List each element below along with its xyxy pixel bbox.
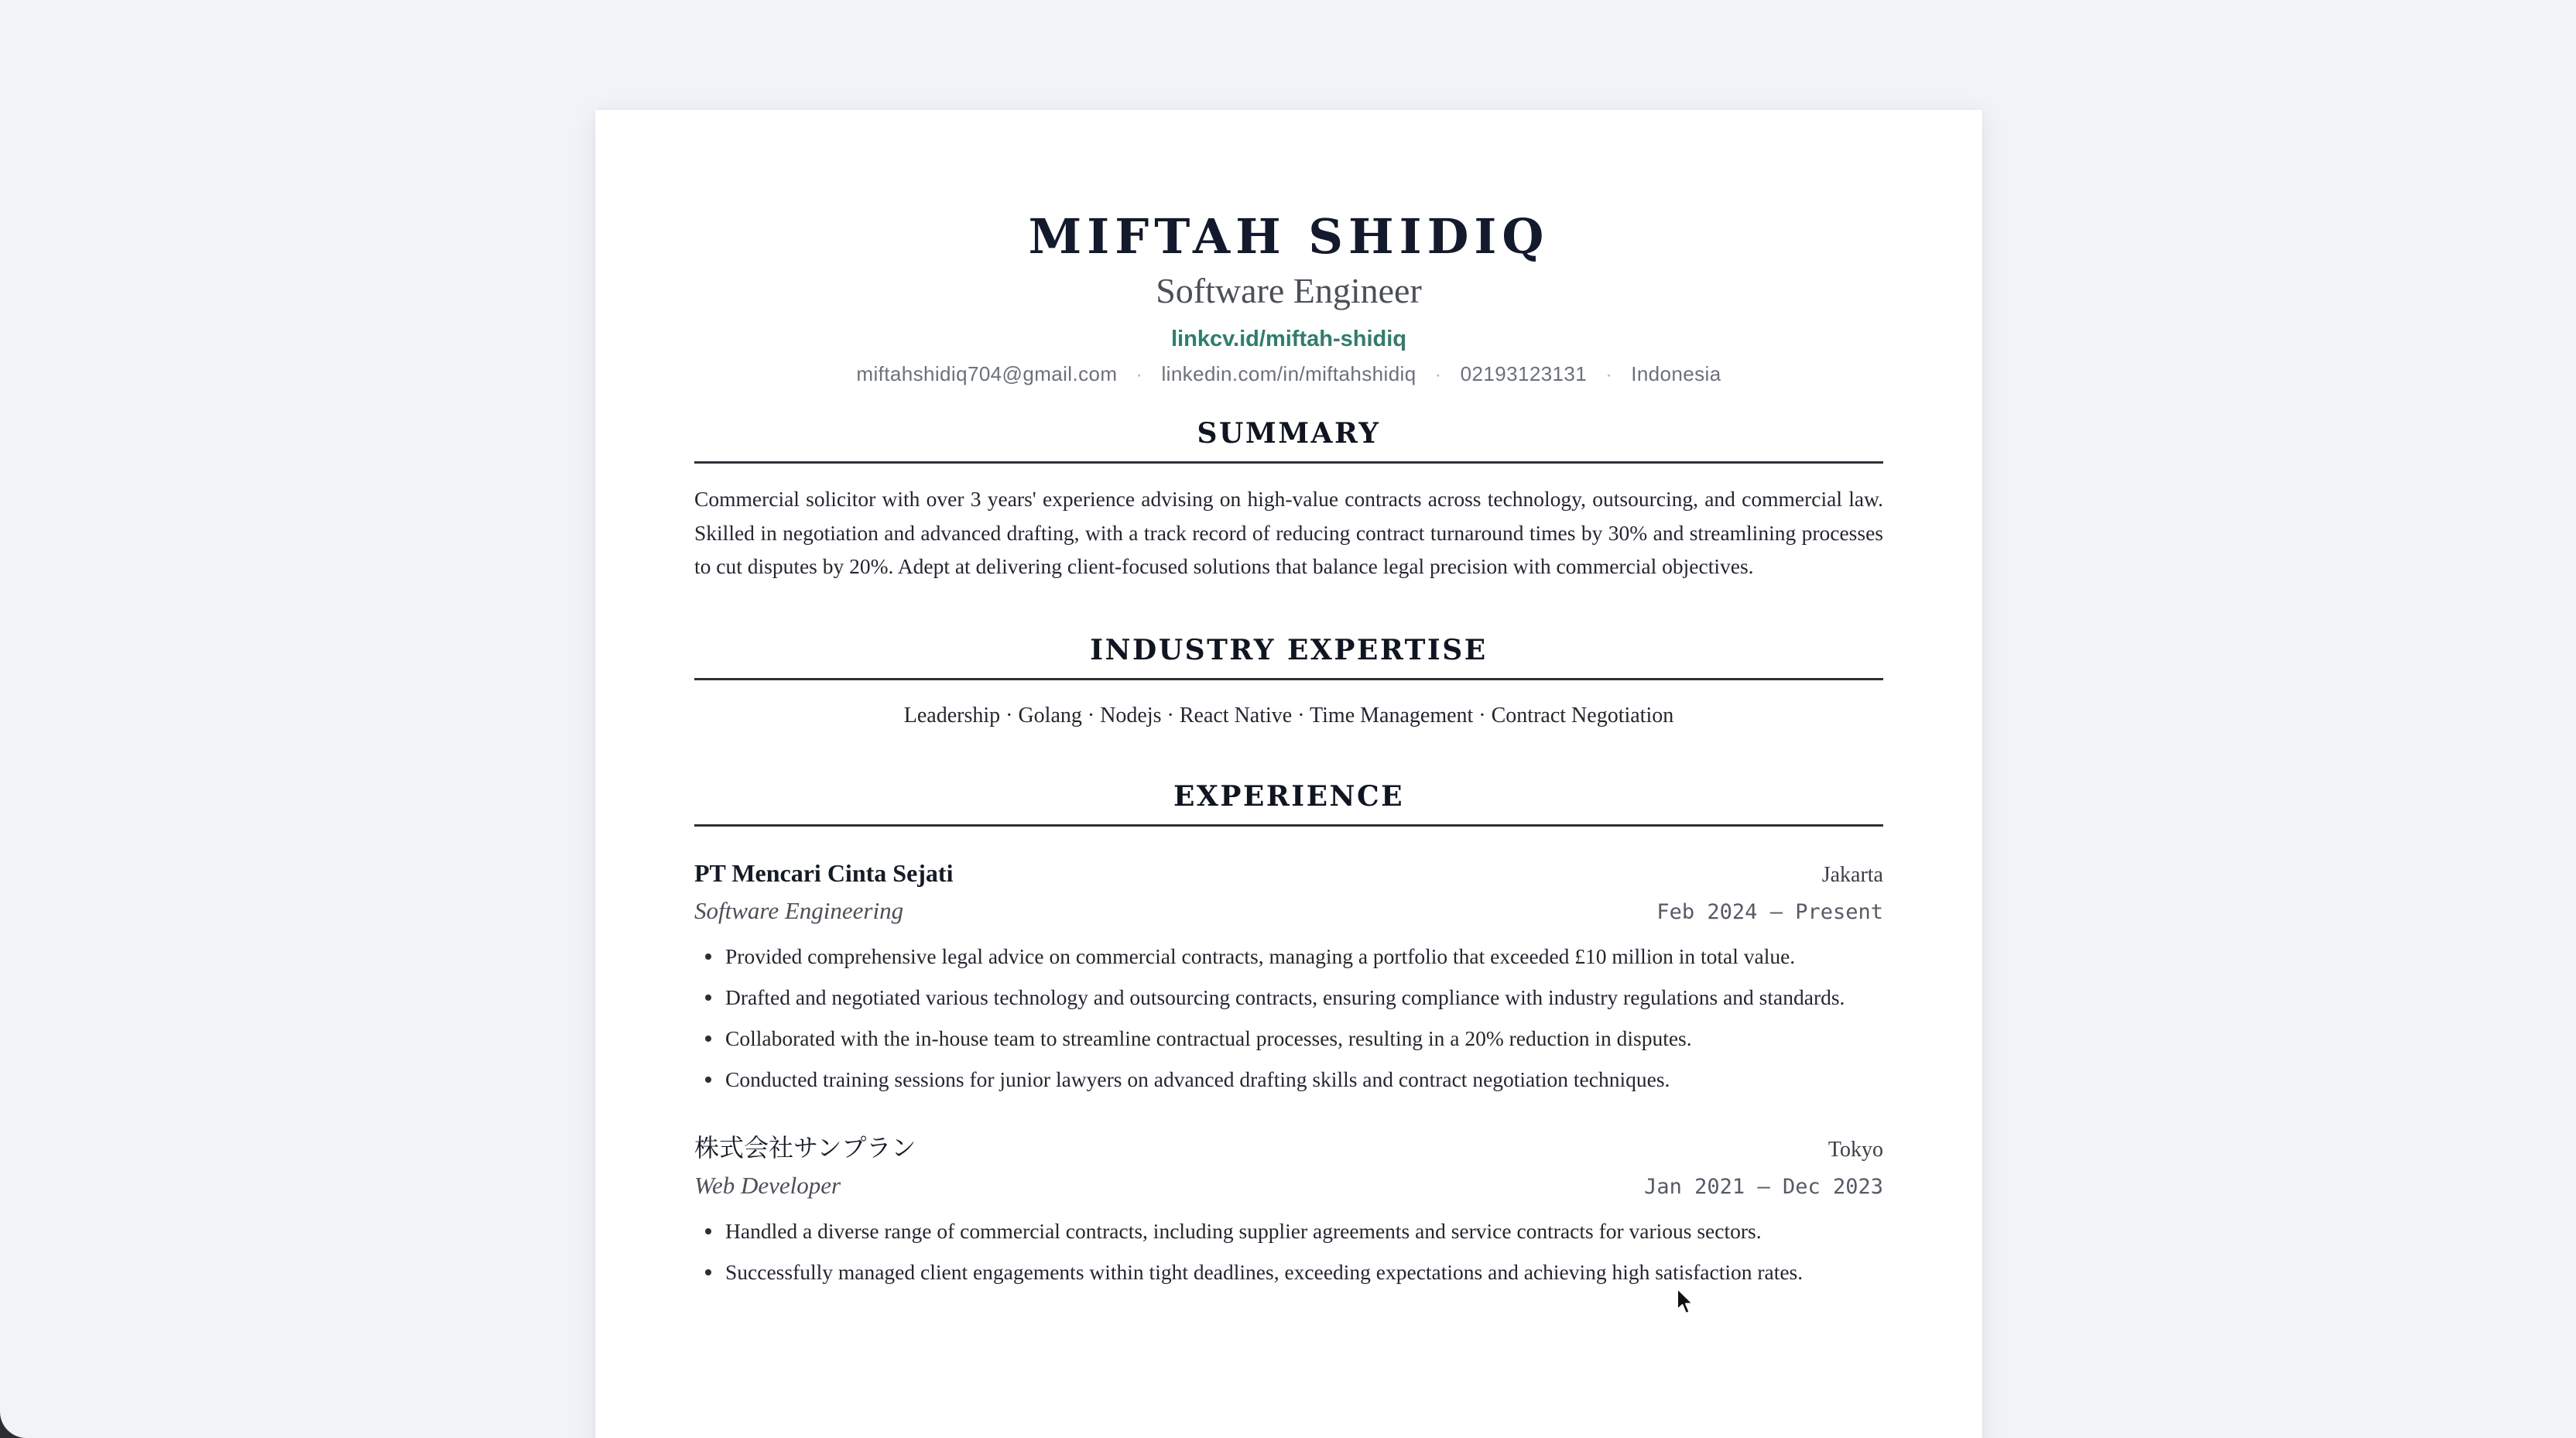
job-location: Jakarta [1821, 862, 1883, 887]
job-role: Software Engineering [694, 896, 904, 924]
profile-link[interactable]: linkcv.id/miftah-shidiq [1171, 327, 1406, 351]
candidate-name: MIFTAH SHIDIQ [1028, 208, 1550, 265]
job-bullets [694, 1215, 1883, 1288]
job-bullet [694, 1022, 1883, 1054]
job-role-row [694, 892, 1883, 931]
job-bullet-text: Handled a diverse range of commercial contracts, including supplier agreements and service contracts for various sectors. [725, 1218, 1762, 1243]
job-bullet [694, 940, 1883, 972]
job-role: Web Developer [694, 1171, 841, 1199]
job-location: Tokyo [1828, 1137, 1883, 1162]
summary-text: Commercial solicitor with over 3 years' experience advising on high-value contracts across technology, outsourcing, and commercial law. Skilled in negotiation and advanced drafting, with a track record of reducing contract turnaround times by 30% and streamlining processes to cut disputes by 20%. Adept at delivering client-focused solutions that balance legal precision with commercial objectives. [694, 487, 1883, 578]
job-header-row [694, 1131, 1883, 1167]
contact-location: Indonesia [1631, 362, 1721, 385]
summary-heading: SUMMARY [694, 415, 1883, 464]
experience-heading: EXPERIENCE [694, 778, 1883, 827]
job-role-row [694, 1167, 1883, 1206]
job-company: PT Mencari Cinta Sejati [694, 858, 954, 887]
bullet-dot [705, 1269, 711, 1275]
job-company: 株式会社サンプラン [694, 1133, 916, 1162]
bullet-dot [705, 1077, 711, 1083]
job-dates: Jan 2021 — Dec 2023 [1644, 1174, 1883, 1199]
bullet-dot [705, 995, 711, 1001]
job-entry [694, 1131, 1883, 1288]
bullet-dot [705, 954, 711, 960]
job-entry [694, 856, 1883, 1095]
bullet-dot [705, 1036, 711, 1042]
candidate-title: Software Engineer [1156, 271, 1422, 310]
job-bullet [694, 1256, 1883, 1288]
expertise-list: Leadership · Golang · Nodejs · React Native · Time Management · Contract Negotiation [903, 703, 1674, 728]
job-bullet [694, 1215, 1883, 1247]
job-bullet-text: Provided comprehensive legal advice on commercial contracts, managing a portfolio that exceeded £10 million in total value. [725, 943, 1796, 968]
job-bullet [694, 1063, 1883, 1095]
contact-email[interactable]: miftahshidiq704@gmail.com [856, 362, 1118, 385]
resume-header [694, 209, 1883, 389]
contact-linkedin[interactable]: linkedin.com/in/miftahshidiq [1161, 362, 1416, 385]
job-header-row [694, 856, 1883, 892]
job-bullet [694, 981, 1883, 1013]
bullet-dot [705, 1228, 711, 1234]
expertise-heading: INDUSTRY EXPERTISE [694, 632, 1883, 680]
contact-line [694, 359, 1883, 389]
contact-separator: · [1434, 362, 1442, 385]
job-bullet-text: Conducted training sessions for junior lawyers on advanced drafting skills and contract negotiation techniques. [725, 1067, 1670, 1091]
contact-separator: · [1605, 362, 1613, 385]
resume-page [595, 110, 1982, 1438]
job-bullet-text: Drafted and negotiated various technology and outsourcing contracts, ensuring compliance with industry regulations and standards. [725, 984, 1845, 1009]
job-bullet-text: Successfully managed client engagements within tight deadlines, exceeding expectations and achieving high satisfaction rates. [725, 1259, 1804, 1284]
mouse-pointer-icon [1676, 1288, 1694, 1316]
job-bullet-text: Collaborated with the in-house team to streamline contractual processes, resulting in a 20% reduction in disputes. [725, 1025, 1692, 1050]
contact-separator: · [1136, 362, 1143, 385]
job-dates: Feb 2024 — Present [1656, 899, 1883, 924]
job-bullets [694, 940, 1883, 1095]
contact-phone[interactable]: 02193123131 [1460, 362, 1588, 385]
